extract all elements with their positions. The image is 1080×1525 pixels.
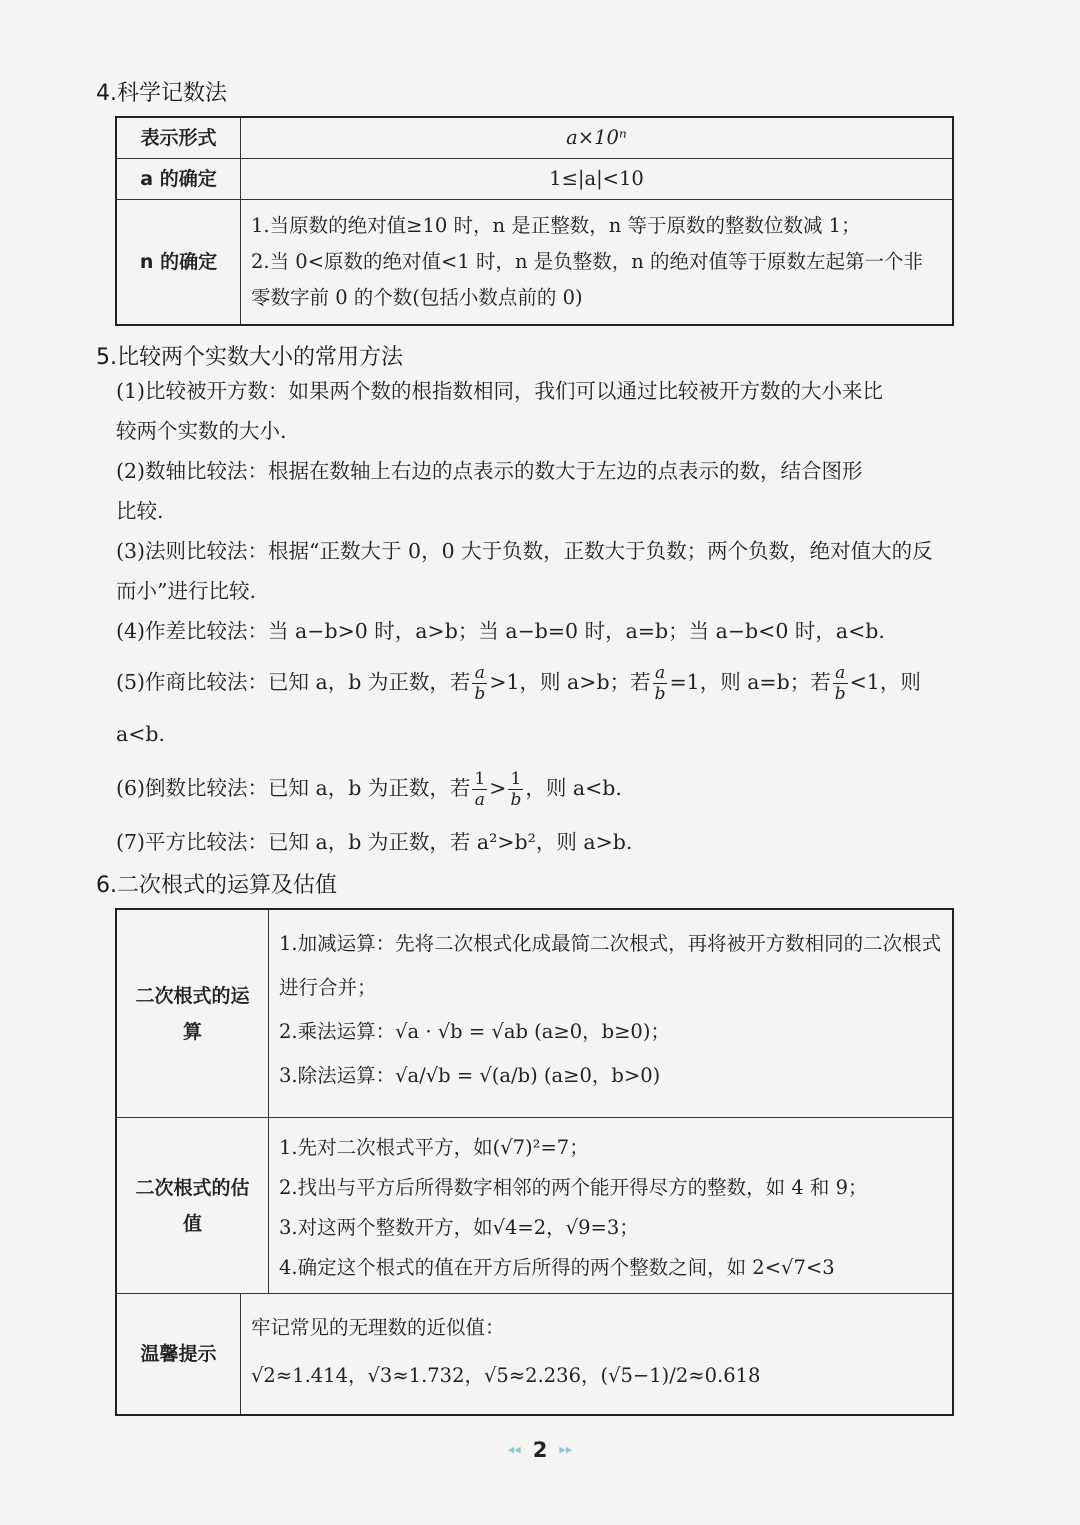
fraction-a-over-b: $\frac{a}{b}$ xyxy=(654,663,666,704)
next-page-icon: ▸▸ xyxy=(559,1442,573,1458)
row-value: 1≤|a|<10 xyxy=(549,167,644,190)
fraction-a-over-b: $\frac{a}{b}$ xyxy=(474,663,486,704)
text-line: 3.对这两个整数开方，如√4=2，√9=3； xyxy=(279,1216,639,1239)
text-line: 2.乘法运算：√a · √b = √ab (a≥0，b≥0)； xyxy=(279,1020,670,1043)
row-header: n 的确定 xyxy=(117,200,241,324)
row-header: 二次根式的运算 xyxy=(117,910,269,1117)
method-5-lt: <1，则 xyxy=(849,670,921,694)
text-line: 1.当原数的绝对值≥10 时，n 是正整数，n 等于原数的整数位数减 1； xyxy=(251,214,861,237)
section-4-title: 4.科学记数法 xyxy=(96,81,227,106)
method-6-prefix: (6)倒数比较法：已知 a，b 为正数，若 xyxy=(116,776,471,800)
row-value xyxy=(269,910,952,1117)
table-row xyxy=(117,159,952,200)
method-6-tail: ，则 a<b. xyxy=(525,776,622,800)
text-line: 2.当 0<原数的绝对值<1 时，n 是负整数，n 的绝对值等于原数左起第一个非 xyxy=(251,250,924,273)
method-line: (4)作差比较法：当 a−b>0 时，a>b；当 a−b=0 时，a=b；当 a−b<0 时，a<b. xyxy=(116,619,885,643)
table-row xyxy=(117,1294,952,1414)
method-line: (2)数轴比较法：根据在数轴上右边的点表示的数大于左边的点表示的数，结合图形 xyxy=(116,459,863,483)
method-line: 比较. xyxy=(116,499,164,523)
method-line: 较两个实数的大小. xyxy=(116,419,287,443)
method-7: (7)平方比较法：已知 a，b 为正数，若 a²>b²，则 a>b. xyxy=(116,830,633,854)
method-5-eq: =1，则 a=b；若 xyxy=(669,670,831,694)
row-value xyxy=(241,200,952,324)
section-6-title: 6.二次根式的运算及估值 xyxy=(96,873,337,898)
row-value: a×10ⁿ xyxy=(566,126,627,149)
text-line: 进行合并； xyxy=(279,976,377,999)
table-row xyxy=(117,118,952,159)
row-value xyxy=(241,1294,952,1414)
page-number: 2 xyxy=(532,1438,548,1462)
text-line: 1.先对二次根式平方，如(√7)²=7； xyxy=(279,1136,589,1159)
fraction-1-over-b: $\frac{1}{b}$ xyxy=(510,769,522,810)
method-list xyxy=(116,371,956,651)
row-header: a 的确定 xyxy=(117,159,241,199)
fraction-a-over-b: $\frac{a}{b}$ xyxy=(834,663,846,704)
method-line: 而小”进行比较. xyxy=(116,579,256,603)
text-line: 牢记常见的无理数的近似值： xyxy=(251,1316,505,1339)
table-row xyxy=(117,200,952,324)
table-row xyxy=(117,1118,952,1294)
method-6 xyxy=(116,766,956,810)
row-header: 二次根式的估值 xyxy=(117,1118,269,1293)
row-header: 表示形式 xyxy=(117,118,241,158)
table-row xyxy=(117,910,952,1118)
fraction-1-over-a: $\frac{1}{a}$ xyxy=(474,769,486,810)
method-line: (3)法则比较法：根据“正数大于 0，0 大于负数，正数大于负数；两个负数，绝对值大的反 xyxy=(116,539,933,563)
text-line: 零数字前 0 的个数(包括小数点前的 0) xyxy=(251,286,583,309)
text-line: √2≈1.414，√3≈1.732，√5≈2.236，(√5−1)/2≈0.618 xyxy=(251,1364,761,1387)
method-5-tail: a<b. xyxy=(116,722,166,746)
radical-table xyxy=(115,908,954,1416)
method-5-prefix: (5)作商比较法：已知 a，b 为正数，若 xyxy=(116,670,471,694)
row-header: 温馨提示 xyxy=(117,1294,241,1414)
method-line: (1)比较被开方数：如果两个数的根指数相同，我们可以通过比较被开方数的大小来比 xyxy=(116,379,884,403)
text-line: 1.加减运算：先将二次根式化成最简二次根式，再将被开方数相同的二次根式 xyxy=(279,932,942,955)
text-line: 4.确定这个根式的值在开方后所得的两个整数之间，如 2<√7<3 xyxy=(279,1256,835,1279)
prev-page-icon: ◂◂ xyxy=(507,1442,521,1458)
section-5-title: 5.比较两个实数大小的常用方法 xyxy=(96,345,403,370)
method-5-gt: >1，则 a>b；若 xyxy=(489,670,651,694)
method-5 xyxy=(116,660,956,704)
text-line: 2.找出与平方后所得数字相邻的两个能开得尽方的整数，如 4 和 9； xyxy=(279,1176,868,1199)
page-indicator xyxy=(0,1438,1080,1462)
method-6-gt: > xyxy=(489,776,507,800)
row-value xyxy=(269,1118,952,1293)
scientific-notation-table xyxy=(115,116,954,326)
text-line: 3.除法运算：√a/√b = √(a/b) (a≥0，b>0) xyxy=(279,1064,661,1087)
